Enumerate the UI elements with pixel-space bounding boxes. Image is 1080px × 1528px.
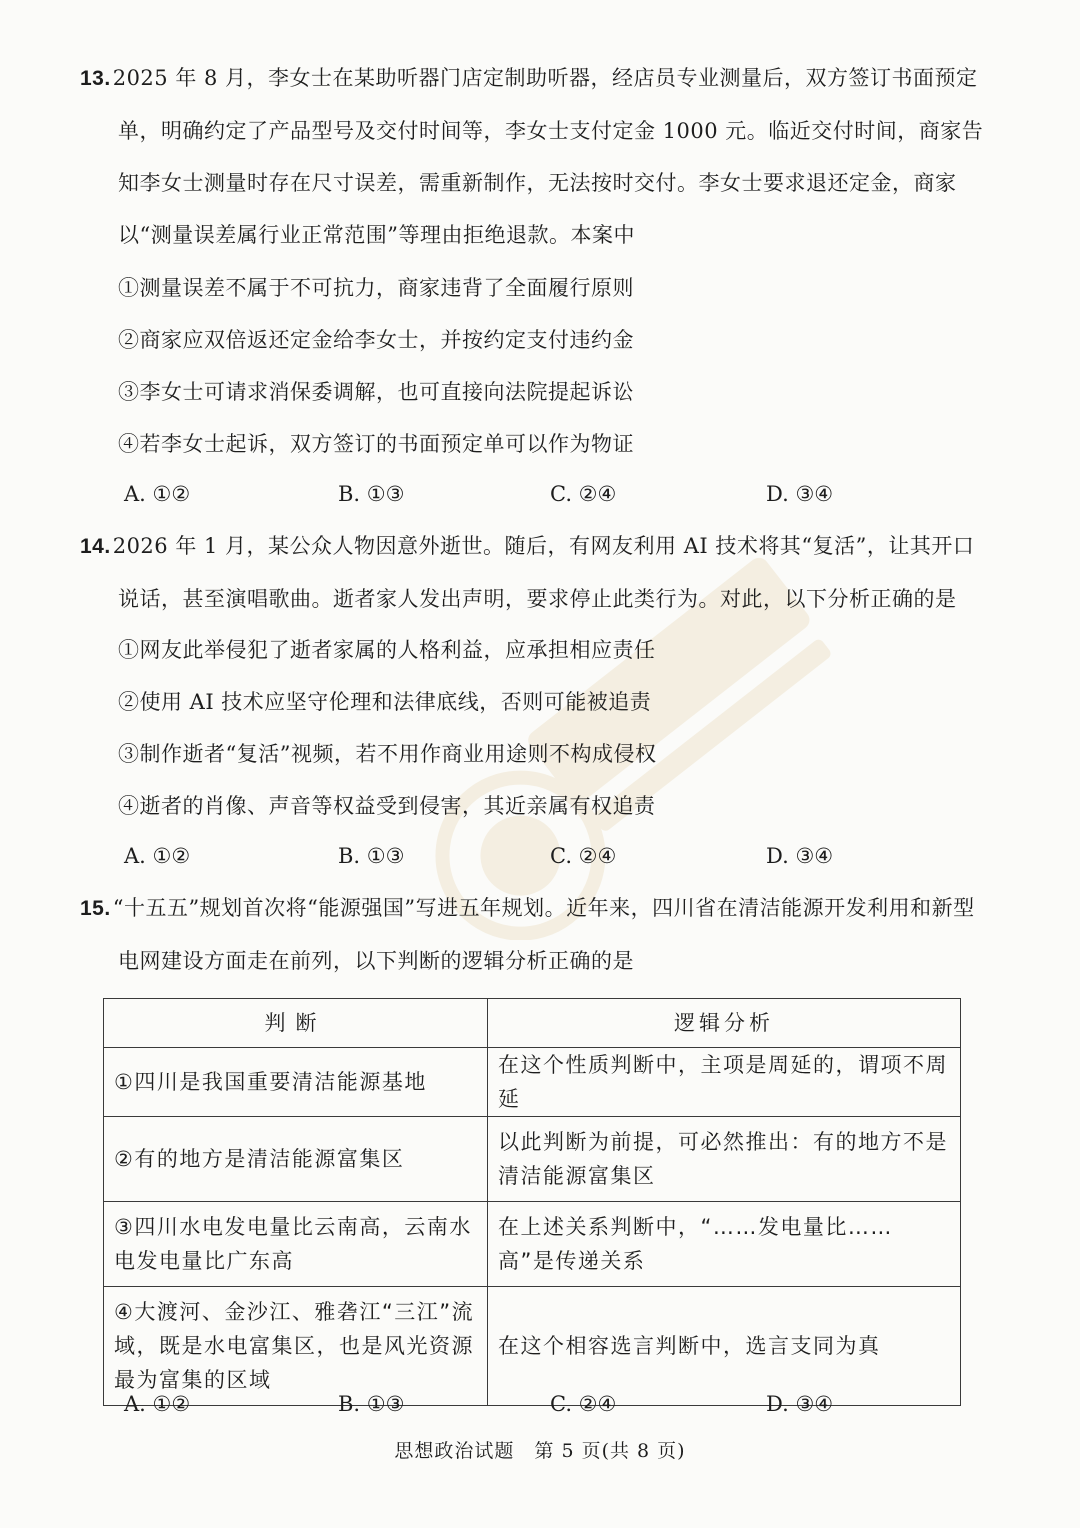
q14-item-3: ③制作逝者“复活”视频，若不用作商业用途则不构成侵权 bbox=[118, 742, 657, 766]
table-cell-judgment: ①四川是我国重要清洁能源基地 bbox=[104, 1048, 488, 1117]
table-cell-analysis: 在这个性质判断中，主项是周延的，谓项不周延 bbox=[488, 1048, 961, 1117]
q13-item-1: ①测量误差不属于不可抗力，商家违背了全面履行原则 bbox=[118, 276, 634, 300]
table-row bbox=[104, 1048, 961, 1117]
q14-option-a[interactable]: A. ①② bbox=[124, 844, 191, 868]
q15-option-c[interactable]: C. ②④ bbox=[550, 1392, 617, 1416]
q13-stem bbox=[80, 52, 990, 261]
q14-option-c[interactable]: C. ②④ bbox=[550, 844, 617, 868]
q14-item-1: ①网友此举侵犯了逝者家属的人格利益，应承担相应责任 bbox=[118, 638, 656, 662]
q15-number: 15. bbox=[80, 897, 111, 920]
q13-number: 13. bbox=[80, 67, 111, 90]
page-footer: 思想政治试题 第 5 页(共 8 页) bbox=[394, 1440, 686, 1462]
table-cell-analysis: 以此判断为前提，可必然推出：有的地方不是清洁能源富集区 bbox=[488, 1117, 961, 1202]
q15-stem-text: “十五五”规划首次将“能源强国”写进五年规划。近年来，四川省在清洁能源开发利用和新型电网建设方面走在前列，以下判断的逻辑分析正确的是 bbox=[112, 896, 975, 973]
q13-options bbox=[118, 468, 978, 520]
table-header-judgment: 判断 bbox=[104, 999, 488, 1048]
q15-option-a[interactable]: A. ①② bbox=[124, 1392, 191, 1416]
table-cell-judgment: ③四川水电发电量比云南高，云南水电发电量比广东高 bbox=[104, 1202, 488, 1287]
q13-item-2: ②商家应双倍返还定金给李女士，并按约定支付违约金 bbox=[118, 328, 634, 352]
q13-option-b[interactable]: B. ①③ bbox=[338, 482, 405, 506]
table-header-row bbox=[104, 999, 961, 1048]
q15-options bbox=[118, 1378, 978, 1430]
table-cell-analysis: 在上述关系判断中，“……发电量比……高”是传递关系 bbox=[488, 1202, 961, 1287]
table-cell-judgment: ②有的地方是清洁能源富集区 bbox=[104, 1117, 488, 1202]
q15-stem bbox=[80, 882, 990, 987]
table-cell-judgment: ④大渡河、金沙江、雅砻江“三江”流域，既是水电富集区，也是风光资源最为富集的区域 bbox=[104, 1287, 488, 1406]
q14-stem-text: 2026 年 1 月，某公众人物因意外逝世。随后，有网友利用 AI 技术将其“复活”，让其开口说话，甚至演唱歌曲。逝者家人发出声明，要求停止此类行为。对此，以下分析正确的是 bbox=[112, 534, 975, 611]
table-cell-analysis: 在这个相容选言判断中，选言支同为真 bbox=[488, 1287, 961, 1406]
q15-option-d[interactable]: D. ③④ bbox=[766, 1392, 834, 1416]
q13-option-c[interactable]: C. ②④ bbox=[550, 482, 617, 506]
q14-item-2: ②使用 AI 技术应坚守伦理和法律底线，否则可能被追责 bbox=[118, 690, 652, 714]
q15-option-b[interactable]: B. ①③ bbox=[338, 1392, 405, 1416]
q13-option-a[interactable]: A. ①② bbox=[124, 482, 191, 506]
q13-stem-text: 2025 年 8 月，李女士在某助听器门店定制助听器，经店员专业测量后，双方签订书面预定单，明确约定了产品型号及交付时间等，李女士支付定金 1000 元。临近交付时间，商家告知李女士测量时存在尺寸误差，需重新制作，无法按时交付。李女士要求退还定金，商家以“测量误差属行业正常范围”等理由拒绝退款。本案中 bbox=[112, 66, 984, 247]
table-row bbox=[104, 1117, 961, 1202]
q15-logic-table bbox=[103, 998, 961, 1406]
q14-option-b[interactable]: B. ①③ bbox=[338, 844, 405, 868]
q13-item-4: ④若李女士起诉，双方签订的书面预定单可以作为物证 bbox=[118, 432, 634, 456]
q14-item-4: ④逝者的肖像、声音等权益受到侵害，其近亲属有权追责 bbox=[118, 794, 656, 818]
q13-option-d[interactable]: D. ③④ bbox=[766, 482, 834, 506]
q14-option-d[interactable]: D. ③④ bbox=[766, 844, 834, 868]
q14-stem bbox=[80, 520, 990, 625]
table-row bbox=[104, 1202, 961, 1287]
q14-options bbox=[118, 830, 978, 882]
q13-item-3: ③李女士可请求消保委调解，也可直接向法院提起诉讼 bbox=[118, 380, 634, 404]
table-header-analysis: 逻辑分析 bbox=[488, 999, 961, 1048]
q14-number: 14. bbox=[80, 535, 111, 558]
